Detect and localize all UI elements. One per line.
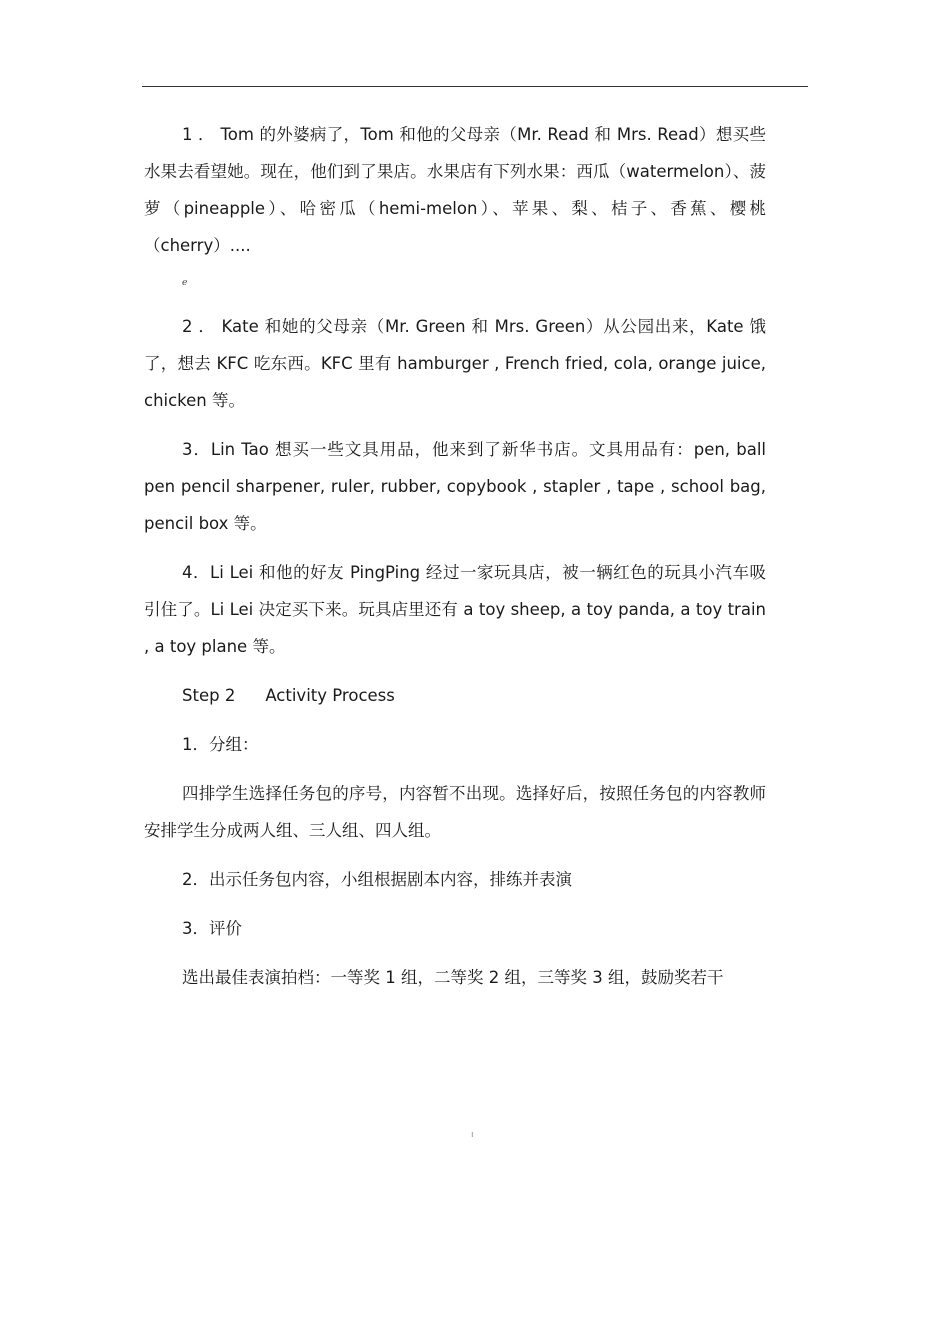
step-title: Activity Process [265, 686, 395, 705]
activity-item-3-heading: 3．评价 [182, 919, 242, 938]
header-rule [142, 86, 808, 87]
activity-item-3-text: 选出最佳表演拍档：一等奖 1 组，二等奖 2 组，三等奖 3 组，鼓励奖若干 [182, 968, 724, 987]
scenario-paragraph-3: 3．Lin Tao 想买一些文具用品，他来到了新华书店。文具用品有：pen, ball pen pencil sharpener, ruler, rubber, copybook , stapler , tape , school bag, pencil box 等。 [144, 440, 766, 533]
activity-item-1-text: 四排学生选择任务包的序号，内容暂不出现。选择好后，按照任务包的内容教师安排学生分成两人组、三人组、四人组。 [144, 784, 766, 840]
scenario-paragraph-1: 1 ． Tom 的外婆病了，Tom 和他的父母亲（Mr. Read 和 Mrs. Read）想买些水果去看望她。现在，他们到了果店。水果店有下列水果：西瓜（watermelon）、菠萝（pineapple）、哈密瓜（hemi-melon）、苹果、梨、桔子、香蕉、樱桃（cherry）.... [144, 125, 766, 255]
page-footer-mark: ı [471, 1130, 474, 1140]
scenario-paragraph-2: 2 ． Kate 和她的父母亲（Mr. Green 和 Mrs. Green）从公园出来，Kate 饿了，想去 KFC 吃东西。KFC 里有 hamburger , French fried, cola, orange juice, chicken 等。 [144, 317, 766, 410]
activity-item-1-heading: 1．分组： [182, 735, 259, 754]
step-label: Step 2 [182, 686, 236, 705]
document-body [144, 116, 766, 1008]
activity-item-2-heading: 2．出示任务包内容，小组根据剧本内容，排练并表演 [182, 870, 572, 889]
scenario-paragraph-4: 4．Li Lei 和他的好友 PingPing 经过一家玩具店，被一辆红色的玩具小汽车吸引住了。Li Lei 决定买下来。玩具店里还有 a toy sheep, a toy panda, a toy train , a toy plane 等。 [144, 563, 766, 656]
step-heading [144, 677, 766, 714]
paragraph-mark: ℯ [182, 278, 188, 288]
